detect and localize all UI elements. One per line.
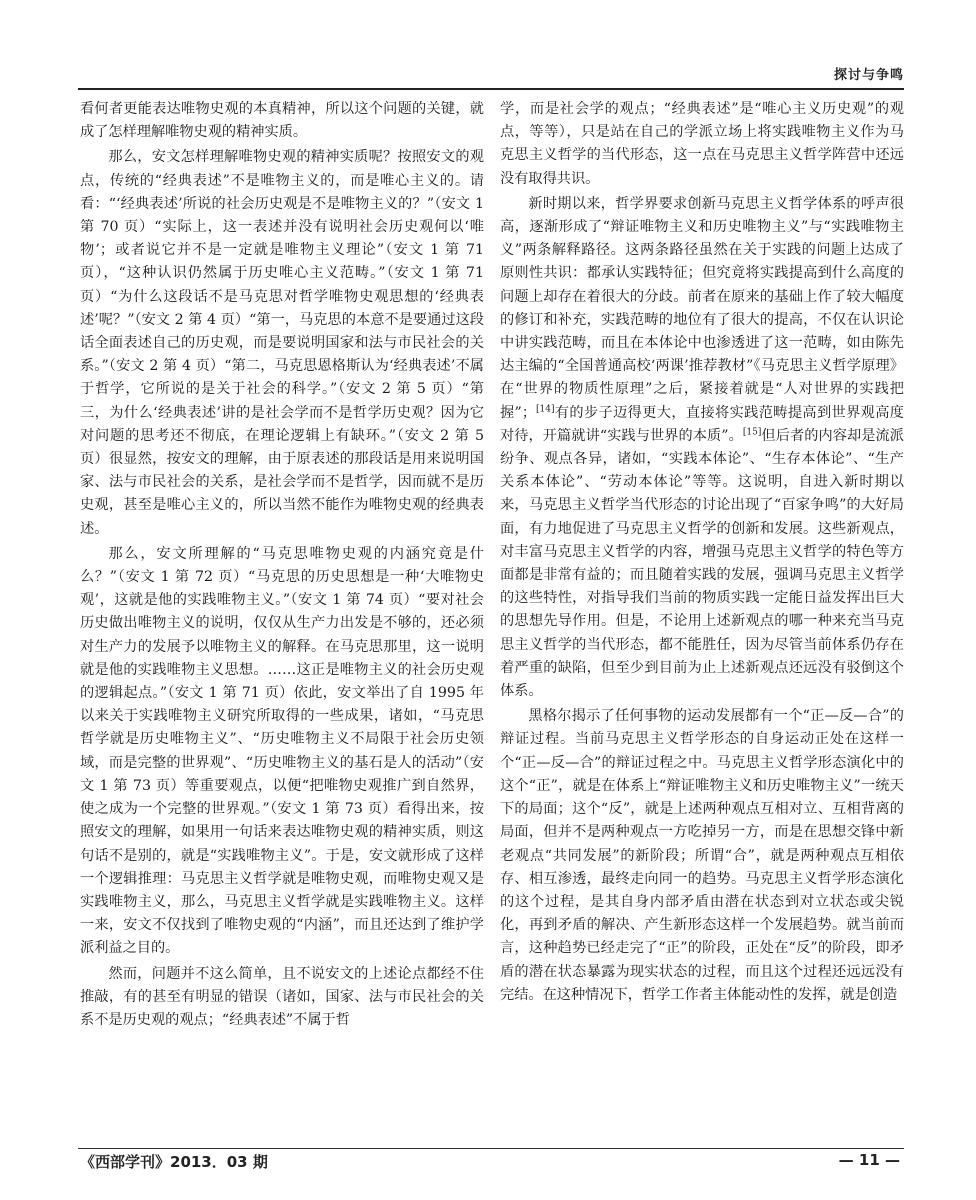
paragraph: 看何者更能表达唯物史观的本真精神，所以这个问题的关键，就成了怎样理解唯物史观的精神实质。 [80,101,484,141]
text-run: 有的步子迈得更大，直接将实践范畴提高到世界观高度对待，开篇就讲“实践与世界的本质”。 [500,404,904,444]
right-column [500,98,904,1007]
paragraph [500,193,904,703]
page-number: — 11 — [838,1151,900,1169]
text-run: 但后者的内容却是流派纷争、观点各异，诸如，“实践本体论”、“生存本体论”、“生产关系本体论”、“劳动本体论”等等。这说明，自进入新时期以来，马克思主义哲学当代形态的讨论出现了“百家争鸣”的大好局面，有力地促进了马克思主义哲学的创新和发展。这些新观点，对丰富马克思主义哲学的内容，增强马克思主义哲学的特色等方面都是非常有益的；而且随着实践的发展，强调马克思主义哲学的这些特性，对指导我们当前的物质实践一定能日益发挥出巨大的思想先导作用。但是，不论用上述新观点的哪一种来充当马克思主义哲学的当代形态，都不能胜任，因为尽管当前体系仍存在着严重的缺陷，但至少到目前为止上述新观点还远没有驳倒这个体系。 [500,427,904,700]
paragraph: 然而，问题并不这么简单，且不说安文的上述论点都经不住推敲，有的甚至有明显的错误（诸如，国家、法与市民社会的关系不是历史观的观点；“经典表述”不属于哲 [80,965,484,1028]
left-column [80,98,484,1032]
citation-ref: [14] [536,403,555,414]
paragraph: 那么，安文所理解的“马克思唯物史观的内涵究竟是什么？”（安文 1 第 72 页）“马克思的历史思想是一种‘大唯物史观’，这就是他的实践唯物主义。”（安文 1 第 74 页）“要对社会历史做出唯物主义的说明，仅仅从生产力出发是不够的，还必须对生产力的发展予以唯物主义的解释。在马克思那里，这一说明就是他的实践唯物主义思想。……这正是唯物主义的社会历史观的逻辑起点。”（安文 1 第 71 页）依此，安文举出了自 1995 年以来关于实践唯物主义研究所取得的一些成果，诸如，“马克思哲学就是历史唯物主义”、“历史唯物主义不局限于社会历史领域，而是完整的世界观”、“历史唯物主义的基石是人的活动”（安文 1 第 73 页）等重要观点，以便“把唯物史观推广到自然界，使之成为一个完整的世界观。”（安文 1 第 73 页）看得出来，按照安文的理解，如果用一句话来表达唯物史观的精神实质，则这句话不是别的，就是“实践唯物主义”。于是，安文就形成了这样一个逻辑推理：马克思主义哲学就是唯物史观，而唯物史观又是实践唯物主义，那么，马克思主义哲学就是实践唯物主义。这样一来，安文不仅找到了唯物史观的“内涵”，而且还达到了维护学派利益之目的。 [80,545,484,957]
citation-ref: [15] [742,427,762,438]
paragraph: 那么，安文怎样理解唯物史观的精神实质呢？按照安文的观点，传统的“经典表述”不是唯物主义的，而是唯心主义的。请看：“‘经典表述’所说的社会历史观是不是唯物主义的？”（安文 1 第 70 页）“实际上，这一表述并没有说明社会历史观何以‘唯物’；或者说它并不是一定就是唯物主义理论”（安文 1 第 71 页），“这种认识仍然属于历史唯心主义范畴。”（安文 1 第 71 页）“为什么这段话不是马克思对哲学唯物史观思想的‘经典表述’呢？”（安文 2 第 4 页）“第一，马克思的本意不是要通过这段话全面表述自己的历史观，而是要说明国家和法与市民社会的关系。”（安文 2 第 4 页）“第二，马克思恩格斯认为‘经典表述’不属于哲学，它所说的是关于社会的科学。”（安文 2 第 5 页）“第三，为什么‘经典表述’讲的是社会学而不是哲学历史观？因为它对问题的思考还不彻底，在理论逻辑上有缺环。”（安文 2 第 5 页）很显然，按安文的理解，由于原表述的那段话是用来说明国家、法与市民社会的关系，是社会学而不是哲学，因而就不是历史观，甚至是唯心主义的，所以当然不能作为唯物史观的经典表述。 [80,149,484,537]
footer-rule [78,1148,904,1149]
paragraph: 黑格尔揭示了任何事物的运动发展都有一个“正—反—合”的辩证过程。当前马克思主义哲学形态的自身运动正处在这样一个“正—反—合”的辩证过程之中。马克思主义哲学形态演化中的这个“正”，就是在体系上“辩证唯物主义和历史唯物主义”一统天下的局面；这个“反”，就是上述两种观点互相对立、互相背离的局面，但并不是两种观点一方吃掉另一方，而是在思想交锋中新老观点“共同发展”的新阶段；所谓“合”，就是两种观点互相依存、相互渗透，最终走向同一的趋势。马克思主义哲学形态演化的这个过程，是其自身内部矛盾由潜在状态到对立状态或尖锐化，再到矛盾的解决、产生新形态这样一个发展趋势。就当前而言，这种趋势已经走完了“正”的阶段，正处在“反”的阶段，即矛盾的潜在状态暴露为现实状态的过程，而且这个过程还远远没有完结。在这种情况下，哲学工作者主体能动性的发挥，就是创造 [500,708,904,1003]
journal-issue: 《西部学刊》2013．03 期 [80,1153,268,1171]
section-header: 探讨与争鸣 [833,68,904,83]
text-run: 新时期以来，哲学界要求创新马克思主义哲学体系的呼声很高，逐渐形成了“辩证唯物主义和历史唯物主义”与“实践唯物主义”两条解释路径。这两条路径虽然在关于实践的问题上达成了原则性共识：都承认实践特征；但究竟将实践提高到什么高度的问题上却存在着很大的分歧。前者在原来的基础上作了较大幅度的修订和补充，实践范畴的地位有了很大的提高，不仅在认识论中讲实践范畴，而且在本体论中也渗透进了这一范畴，如由陈先达主编的“全国普通高校‘两课’推荐教材”《马克思主义哲学原理》在“世界的物质性原理”之后，紧接着就是“人对世界的实践把握”； [500,195,904,421]
paragraph: 学，而是社会学的观点；“经典表述”是“唯心主义历史观”的观点，等等），只是站在自己的学派立场上将实践唯物主义作为马克思主义哲学的当代形态，这一点在马克思主义哲学阵营中还远没有取得共识。 [500,101,904,187]
header-rule [78,88,904,90]
